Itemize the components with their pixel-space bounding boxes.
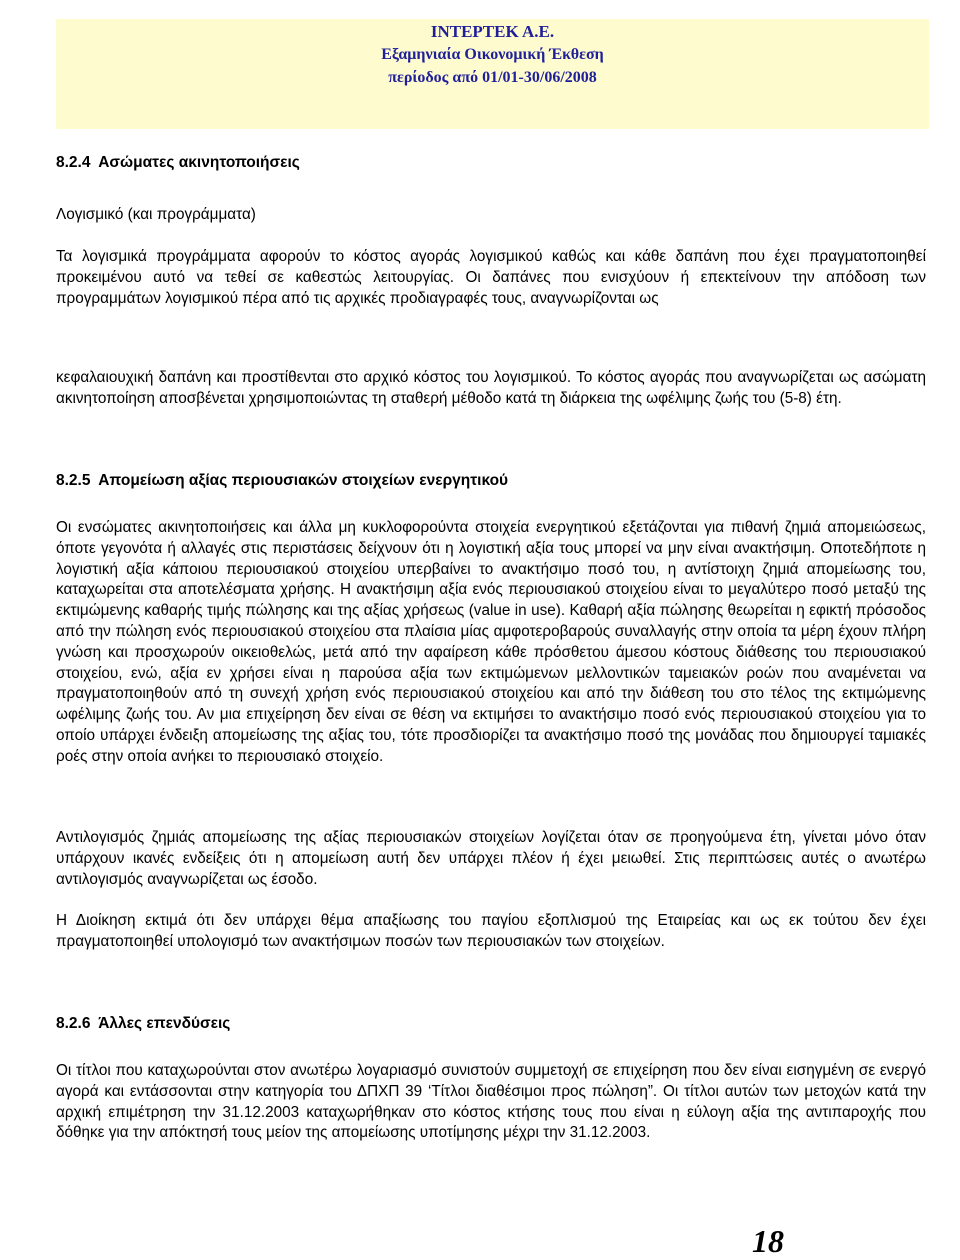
section-title: Άλλες επενδύσεις <box>98 1015 231 1032</box>
report-header <box>56 19 929 129</box>
section-heading-824 <box>56 154 300 172</box>
paragraph: Αντιλογισμός ζημιάς απομείωσης της αξίας περιουσιακών στοιχείων λογίζεται όταν σε προηγούμενα έτη, γίνεται μόνο όταν υπάρχουν ικανές ενδείξεις ότι η απομείωση αυτή δεν υπάρχει πλέον ή έχει μειωθεί. Στις περιπτώσεις αυτές ο ανωτέρω αντιλογισμός αναγνωρίζεται ως έσοδο. <box>56 829 926 888</box>
paragraph: Οι τίτλοι που καταχωρούνται στον ανωτέρω λογαριασμό συνιστούν συμμετοχή σε επιχείρηση που δεν είναι εισηγμένη σε ενεργό αγορά και εντάσσονται στην κατηγορία του ΔΠΧΠ 39 ‘Τίτλοι διαθέσιμοι προς πώληση”. Οι τίτλοι αυτών των μετοχών κατά την αρχική επιμέτρηση την 31.12.2003 καταχωρήθηκαν στο κόστος κτήσης τους που είναι η εύλογη αξία της αντιπαροχής που δόθηκε για την απόκτησή τους μείον της απομείωσης υποτίμησης μέχρι την 31.12.2003. <box>56 1062 926 1142</box>
report-title: Εξαμηνιαία Οικονομική Έκθεση <box>381 46 604 63</box>
section-number: 8.2.4 <box>56 154 91 171</box>
paragraph: Η Διοίκηση εκτιμά ότι δεν υπάρχει θέμα απαξίωσης του παγίου εξοπλισμού της Εταιρείας και ως εκ τούτου δεν έχει πραγματοποιηθεί υπολογισμό των ανακτήσιμων ποσών των περιουσιακών των στοιχείων. <box>56 912 926 950</box>
paragraph: κεφαλαιουχική δαπάνη και προστίθενται στο αρχικό κόστος του λογισμικού. Το κόστος αγοράς που αναγνωρίζεται ως ασώματη ακινητοποίηση αποσβένεται χρησιμοποιώντας τη σταθερή μέθοδο κατά τη διάρκεια της ωφέλιμης ζωής του (5-8) έτη. <box>56 369 926 407</box>
paragraph: Τα λογισμικά προγράμματα αφορούν το κόστος αγοράς λογισμικού καθώς και κάθε δαπάνη που έχει πραγματοποιηθεί προκειμένου αυτό να τεθεί σε καθεστώς λειτουργίας. Οι δαπάνες που ενισχύουν ή επεκτείνουν την απόδοση των προγραμμάτων λογισμικού πέρα από τις αρχικές προδιαγραφές τους, αναγνωρίζονται ως <box>56 248 926 307</box>
page-number: 18 <box>752 1223 784 1259</box>
section-title: Ασώματες ακινητοποιήσεις <box>98 154 300 171</box>
paragraph: Οι ενσώματες ακινητοποιήσεις και άλλα μη κυκλοφορούντα στοιχεία ενεργητικού εξετάζονται για πιθανή ζημιά απομειώσεως, όποτε γεγονότα ή αλλαγές στις περιστάσεις δείχνουν ότι η λογιστική αξία τους μπορεί να μην είναι ανακτήσιμη. Οποτεδήποτε η λογιστική αξία κάποιου περιουσιακού στοιχείου υπερβαίνει το ανακτήσιμο ποσό του, η αντίστοιχη ζημιά απομείωσης του, καταχωρείται στα αποτελέσματα χρήσης. Η ανακτήσιμη αξία ενός περιουσιακού στοιχείου είναι το μεγαλύτερο ποσό μεταξύ της εκτιμώμενης καθαρής τιμής πώλησης και της αξίας χρήσεως (value in use). Καθαρή αξία πώλησης θεωρείται η εφικτή πρόσοδος από την πώληση ενός περιουσιακού στοιχείου στα πλαίσια μίας αμφοτεροβαρούς συναλλαγής στην οποία τα μέρη έχουν πλήρη γνώση και προσχωρούν οικειοθελώς, μετά από την αφαίρεση κάθε πρόσθετου άμεσου κόστους διάθεσης του περιουσιακού στοιχείου, ενώ, αξία εν χρήσει είναι η παρούσα αξία των εκτιμώμενων μελλοντικών ταμειακών ροών που αναμένεται να πραγματοποιηθούν από τη συνεχή χρήση ενός περιουσιακού στοιχείου και από την διάθεση του στο τέλος της εκτιμώμενης ωφέλιμης ζωής του. Αν μια επιχείρηση δεν είναι σε θέση να εκτιμήσει το ανακτήσιμο ποσό ενός περιουσιακού στοιχείου για το οποίο υπάρχει ένδειξη απομείωσης της αξίας του, τότε προσδιορίζει τα ανακτήσιμο ποσό της μονάδας που δημιουργεί ταμιακές ροές στην οποία ανήκει το περιουσιακό στοιχείο. <box>56 519 926 765</box>
section-number: 8.2.5 <box>56 472 91 489</box>
section-heading-825 <box>56 472 508 490</box>
section-number: 8.2.6 <box>56 1015 91 1032</box>
section-heading-826 <box>56 1015 230 1033</box>
section-title: Απομείωση αξίας περιουσιακών στοιχείων ενεργητικού <box>98 472 509 489</box>
report-period: περίοδος από 01/01-30/06/2008 <box>388 69 597 86</box>
company-name: INTEPTEK A.E. <box>430 22 555 41</box>
subsection-title: Λογισμικό (και προγράμματα) <box>56 206 256 223</box>
